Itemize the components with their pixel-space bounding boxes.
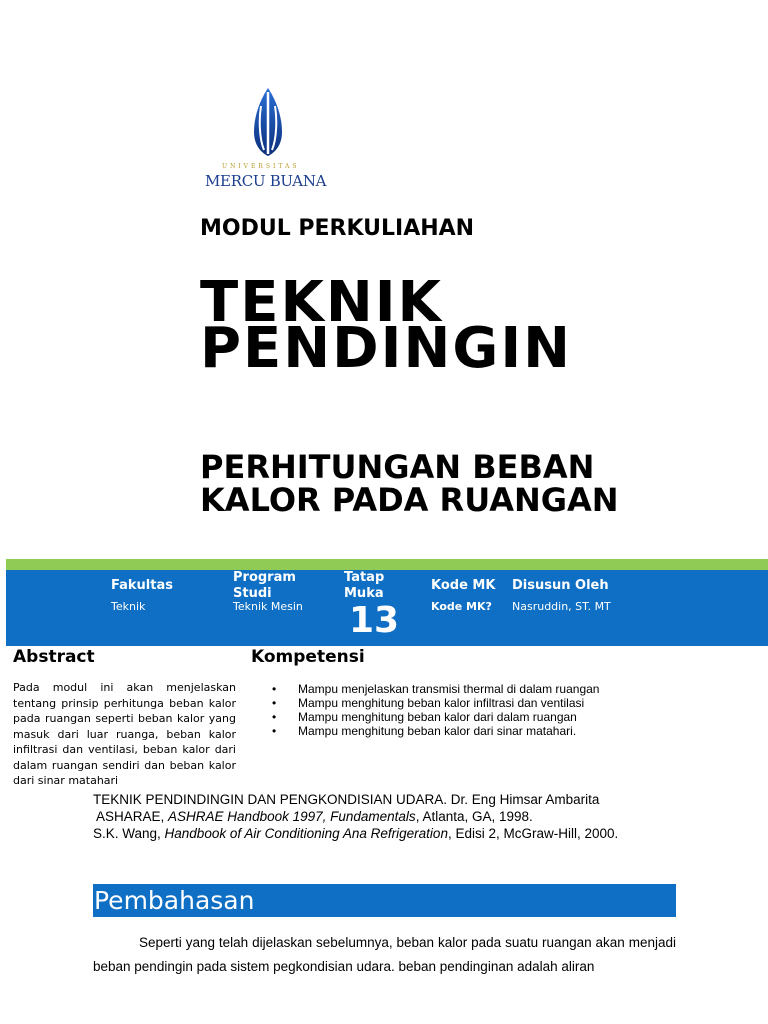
course-title-line1: TEKNIK — [200, 270, 443, 335]
topic-title-line1: PERHITUNGAN BEBAN — [200, 448, 595, 486]
mercu-buana-emblem-icon — [246, 86, 290, 158]
topic-title — [200, 448, 619, 519]
references — [93, 791, 618, 842]
course-title-line2: PENDINGIN — [200, 316, 573, 381]
info-bar — [6, 570, 768, 646]
section-heading: Pembahasan — [93, 884, 676, 917]
program-studi-value: Teknik Mesin — [233, 600, 303, 613]
accent-bar — [6, 559, 768, 570]
tatap-muka-label: Tatap Muka — [344, 570, 385, 601]
program-studi-label: Program Studi — [233, 570, 296, 601]
topic-title-line2: KALOR PADA RUANGAN — [200, 481, 619, 519]
tatap-muka-value: 13 — [349, 600, 400, 641]
disusun-oleh-label: Disusun Oleh — [512, 578, 609, 593]
kompetensi-list — [270, 682, 599, 738]
reference-3: S.K. Wang, Handbook of Air Conditioning Ana Refrigeration, Edisi 2, McGraw-Hill, 2000. — [93, 826, 619, 841]
logo-university-name: MERCU BUANA — [205, 172, 327, 190]
fakultas-label: Fakultas — [111, 578, 173, 593]
list-item: • Mampu menghitung beban kalor infiltrasi dan ventilasi — [270, 696, 599, 710]
kode-mk-label: Kode MK — [431, 578, 496, 593]
kode-mk-value: Kode MK? — [431, 600, 492, 613]
fakultas-value: Teknik — [111, 600, 146, 613]
kompetensi-heading: Kompetensi — [251, 647, 365, 667]
abstract-text: Pada modul ini akan menjelaskan tentang prinsip perhitunga beban kalor pada ruangan seperti beban kalor yang masuk dari luar ruanga, beban kalor infiltrasi dan ventilasi, beban kalor dari dalam ruangan sendiri dan beban kalor dari sinar matahari — [13, 681, 236, 787]
list-item: • Mampu menjelaskan transmisi thermal di dalam ruangan — [270, 682, 599, 696]
disusun-oleh-value: Nasruddin, ST. MT — [512, 600, 611, 613]
list-item: • Mampu menghitung beban kalor dari dalam ruangan — [270, 710, 599, 724]
reference-1: TEKNIK PENDINDINGIN DAN PENGKONDISIAN UDARA. Dr. Eng Himsar Ambarita — [93, 792, 600, 807]
university-logo — [198, 86, 338, 196]
course-title — [200, 270, 573, 381]
section-paragraph: Seperti yang telah dijelaskan sebelumnya, beban kalor pada suatu ruangan akan menjadi beban pendingin pada sistem pegkondisian udara. beban pendinginan adalah aliran — [93, 935, 676, 974]
logo-university-label: UNIVERSITAS — [222, 163, 300, 170]
module-label: MODUL PERKULIAHAN — [200, 216, 475, 241]
reference-2: ASHARAE, ASHRAE Handbook 1997, Fundamentals, Atlanta, GA, 1998. — [96, 809, 533, 824]
list-item: • Mampu menghitung beban kalor dari sinar matahari. — [270, 724, 599, 738]
abstract-heading: Abstract — [13, 647, 95, 667]
